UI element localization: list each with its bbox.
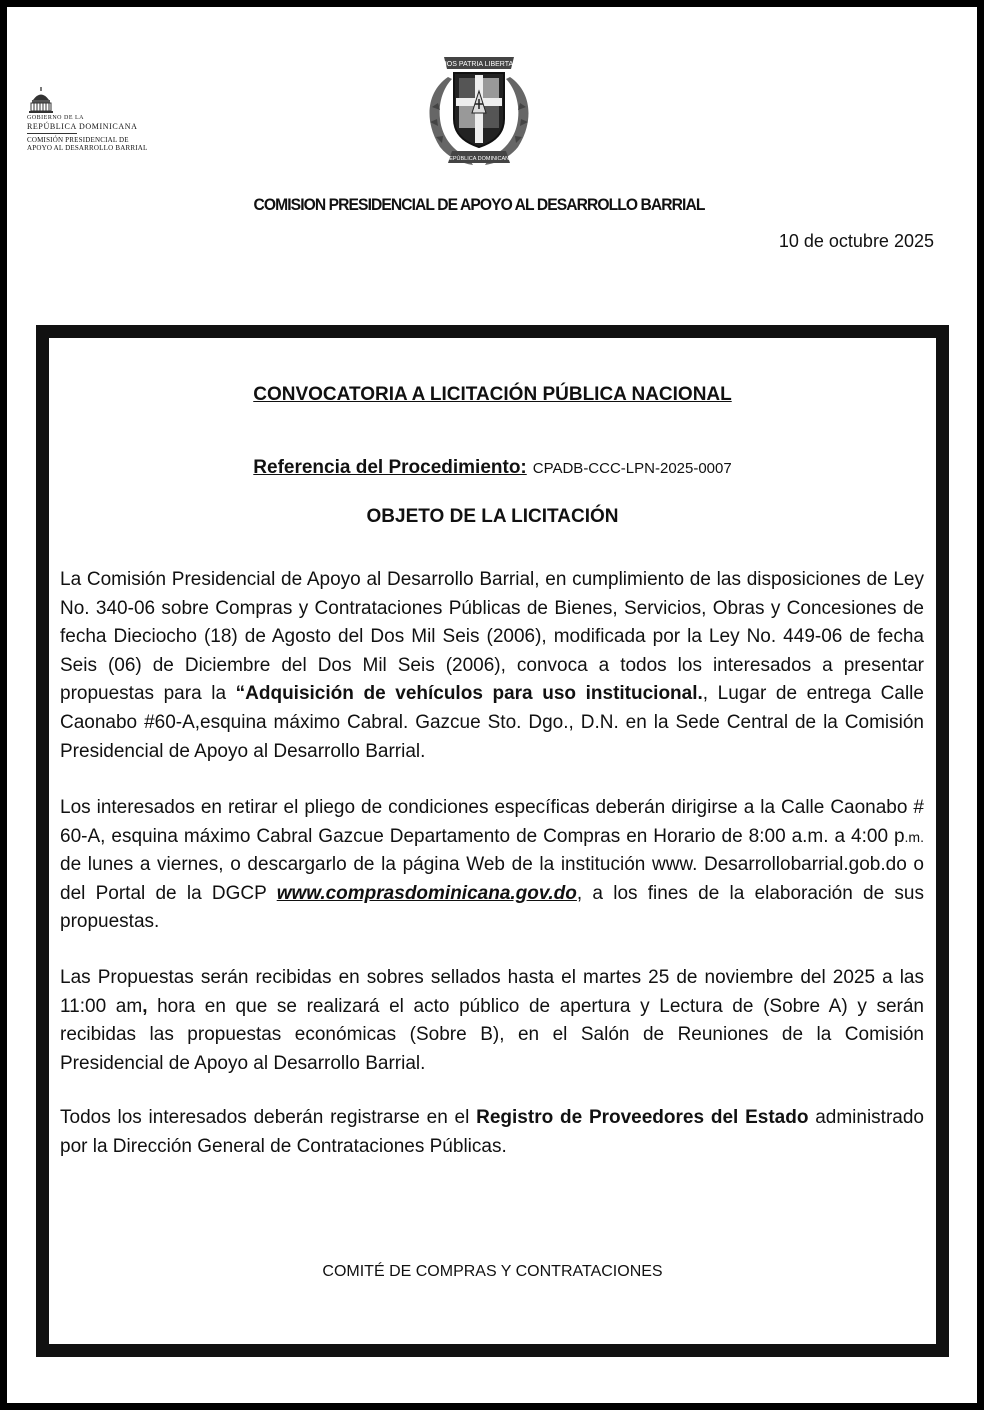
p2-text-b: .m. xyxy=(904,828,924,845)
p1-text-a: La Comisión Presidencial de Apoyo al Desarrollo Barrial, en cumplimiento de las disposiciones de Ley No. 340-06 sobre Compras y Contrataciones Públicas de Bienes, Servicios, Obras y Concesiones de fecha Dieciocho (18) de Agosto del Dos Mil Seis (2006), modificada por la Ley No. 449-06 de fecha Seis (06) de Diciembre del Dos Mil Seis (2006), convoca a todos los interesados a presentar propuestas para la xyxy=(60,569,924,705)
reference-code: CPADB-CCC-LPN-2025-0007 xyxy=(532,460,732,477)
dgcp-portal-link[interactable]: www.comprasdominicana.gov.do xyxy=(276,882,577,904)
p3-text-a: Las Propuestas serán recibidas en sobres sellados hasta el martes 25 de noviembre del 2025 a las 11:00 am xyxy=(60,967,924,1017)
notice-content xyxy=(49,338,936,1344)
dome-icon xyxy=(28,86,54,114)
p1-text-c: , Lugar de entrega Calle Caonabo #60-A,esquina máximo Cabral. Gazcue Sto. Dgo., D.N. en la Sede Central de la Comisión Presidencial de Apoyo al Desarrollo Barrial. xyxy=(60,683,924,762)
notice-frame xyxy=(36,325,949,1357)
reference-line xyxy=(49,457,936,479)
p2-text-a: Los interesados en retirar el pliego de condiciones específicas deberán dirigirse a la Calle Caonabo # 60-A, esquina máximo Cabral Gazcue Departamento de Compras en Horario de 8:00 a.m. a 4:00 p xyxy=(60,797,924,847)
p3-text-c: hora en que se realizará el acto público de apertura y Lectura de (Sobre A) y serán recibidas las propuestas económicas (Sobre B), en el Salón de Reuniones de la Comisión Presidencial de Apoyo al Desarrollo Barrial. xyxy=(60,995,924,1074)
institution-title: COMISION PRESIDENCIAL DE APOYO AL DESARROLLO BARRIAL xyxy=(253,195,705,214)
object-title: OBJETO DE LA LICITACIÓN xyxy=(366,506,619,527)
p4-text-a: Todos los interesados deberán registrarse en el xyxy=(60,1107,477,1128)
paragraph-convocation xyxy=(60,566,924,766)
p4-text-c: administrado por la Dirección General de Contrataciones Públicas. xyxy=(60,1107,924,1157)
notice-title: CONVOCATORIA A LICITACIÓN PÚBLICA NACIONAL xyxy=(253,384,732,405)
paragraph-conditions xyxy=(60,794,924,937)
paragraph-proposals xyxy=(60,964,924,1078)
logo-line-2: REPÚBLICA DOMINICANA xyxy=(27,122,138,131)
logo-line-1: GOBIERNO DE LA xyxy=(27,115,84,121)
coat-of-arms-icon xyxy=(418,47,540,171)
p1-procurement-object: “Adquisición de vehículos para uso institucional. xyxy=(235,683,703,705)
notice-date: 10 de octubre 2025 xyxy=(778,231,934,251)
committee-signature: COMITÉ DE COMPRAS Y CONTRATACIONES xyxy=(322,1263,663,1280)
logo-divider xyxy=(27,133,77,134)
logo-line-4: APOYO AL DESARROLLO BARRIAL xyxy=(27,144,148,152)
government-logo xyxy=(27,86,167,152)
reference-label: Referencia del Procedimiento: xyxy=(253,457,527,478)
p4-registry: Registro de Proveedores del Estado xyxy=(476,1107,809,1128)
p2-text-d: , a los fines de la elaboración de sus propuestas. xyxy=(60,882,924,933)
coat-top-ribbon: DIOS PATRIA LIBERTAD xyxy=(439,61,519,68)
paragraph-registration xyxy=(60,1104,924,1161)
p2-text-c: de lunes a viernes, o descargarlo de la página Web de la institución www. Desarrollobarrial.gob.do o del Portal de la DGCP xyxy=(60,854,924,904)
p3-text-b: , xyxy=(142,995,148,1017)
logo-line-3: COMISIÓN PRESIDENCIAL DE xyxy=(27,136,129,144)
coat-bottom-ribbon: REPÚBLICA DOMINICANA xyxy=(445,156,513,162)
